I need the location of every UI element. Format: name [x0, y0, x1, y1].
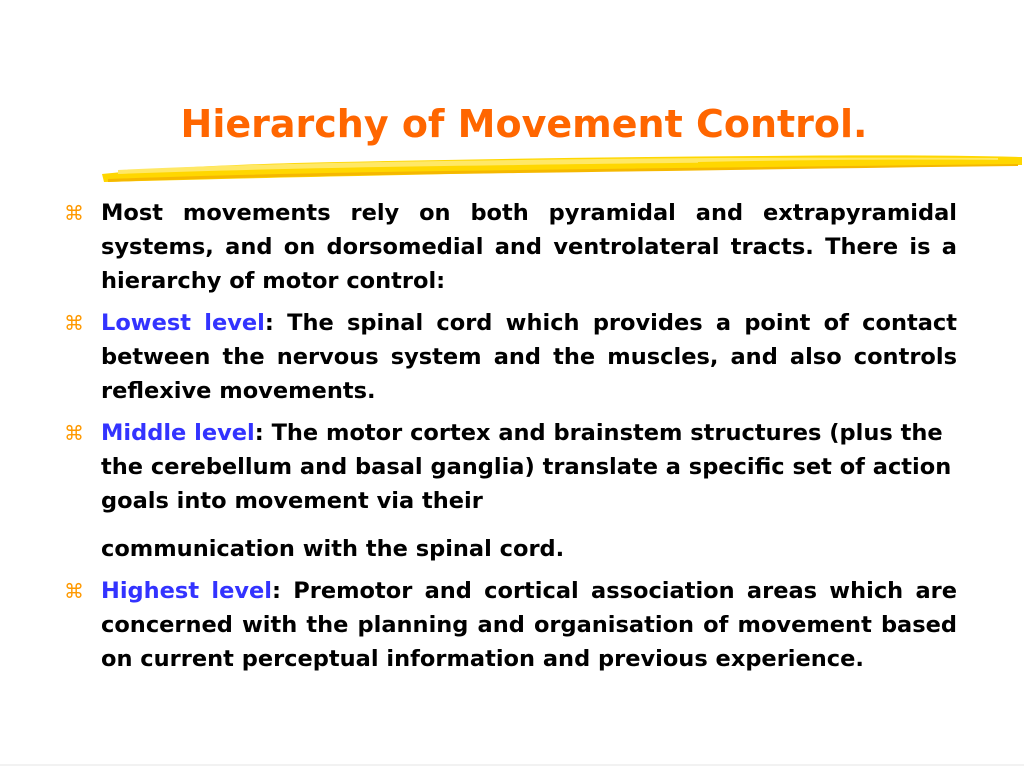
- bullet-label: Highest level: [101, 578, 272, 604]
- bullet-text: : The spinal cord which provides a point of contact between the nervous system and the muscles, and also controls reflexive movements.: [101, 310, 957, 404]
- command-bullet-icon: ⌘: [64, 201, 84, 225]
- bullet-item: [64, 196, 957, 298]
- bullet-label: Lowest level: [101, 310, 265, 336]
- bullet-text: : The motor cortex and brainstem structures (plus the the cerebellum and basal ganglia) translate a specific set of action goals into movement via their: [101, 420, 952, 514]
- bullet-text: : Premotor and cortical association areas which are concerned with the planning and organisation of movement based on current perceptual information and previous experience.: [101, 578, 957, 672]
- title-underline-brushstroke: [98, 148, 1024, 186]
- footer-divider: [0, 764, 1024, 766]
- bullet-list: [64, 196, 957, 684]
- bullet-text: Most movements rely on both pyramidal and extrapyramidal systems, and on dorsomedial and ventrolateral tracts. There is a hierarchy of motor control:: [101, 200, 957, 294]
- bullet-text-continuation: communication with the spinal cord.: [101, 536, 565, 562]
- bullet-label: Middle level: [101, 420, 255, 446]
- slide-title: Hierarchy of Movement Control.: [180, 102, 868, 146]
- command-bullet-icon: ⌘: [64, 311, 84, 335]
- command-bullet-icon: ⌘: [64, 579, 84, 603]
- bullet-item: [64, 416, 957, 566]
- bullet-item: [64, 306, 957, 408]
- command-bullet-icon: ⌘: [64, 421, 84, 445]
- bullet-item: [64, 574, 957, 676]
